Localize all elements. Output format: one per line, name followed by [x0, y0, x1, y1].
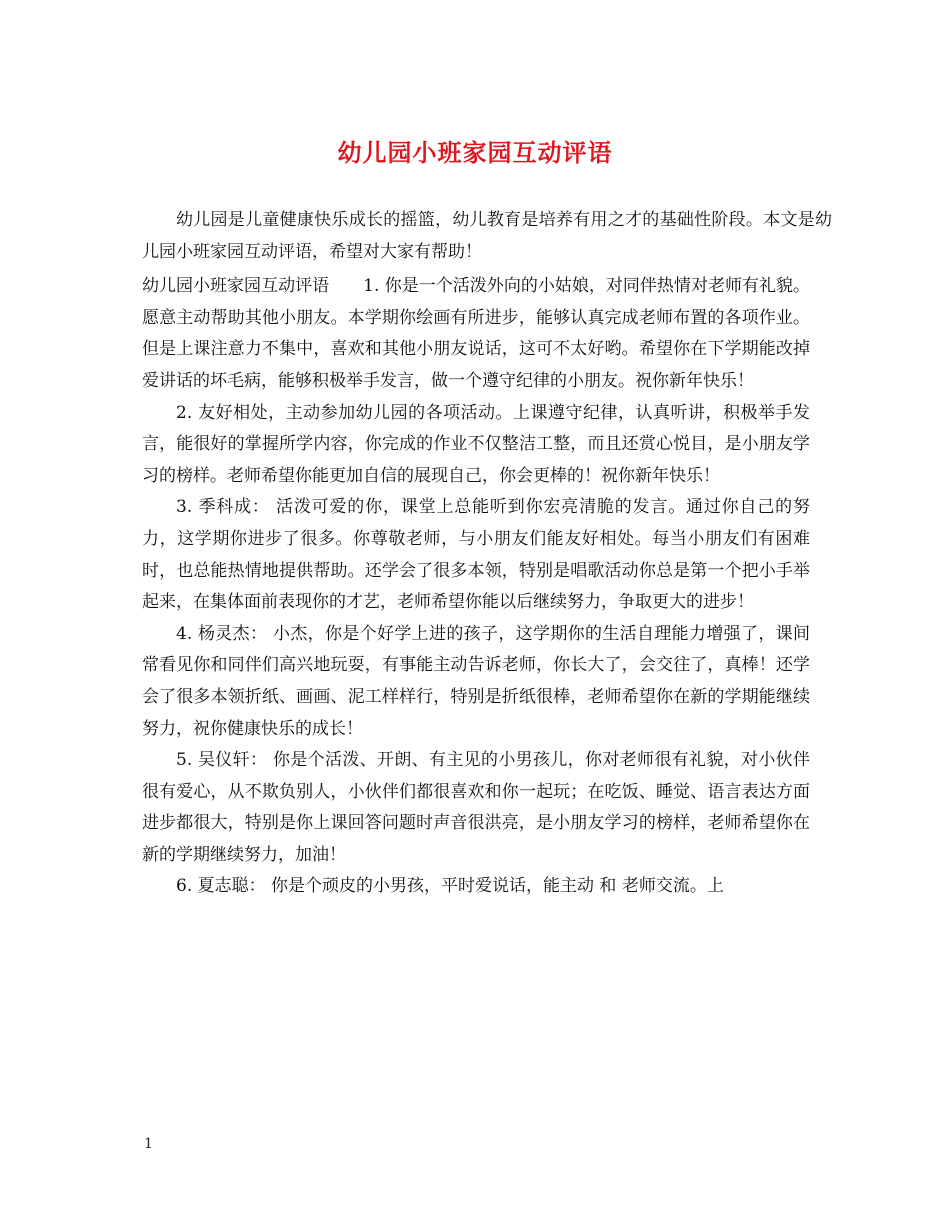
list-item-3: 3. 季科成： 活泼可爱的你，课堂上总能听到你宏亮清脆的发言。通过你自己的努力，这学期你进步了很多。你尊敬老师，与小朋友们能友好相处。每当小朋友们有困难时，也总能热情地提供帮助。还学会了很多本领，特别是唱歌活动你总是第一个把小手举起来，在集体面前表现你的才艺，老师希望你能以后继续努力，争取更大的进步！ [142, 497, 810, 613]
list-item-1-text: 1. 你是一个活泼外向的小姑娘，对同伴热情对老师有礼貌。愿意主动帮助其他小朋友。本学期你绘画有所进步，能够认真完成老师布置的各项作业。但是上课注意力不集中，喜欢和其他小朋友说话，这可不太好哟。希望你在下学期能改掉爱讲话的坏毛病，能够积极举手发言，做一个遵守纪律的小朋友。祝你新年快乐！ [142, 276, 811, 391]
list-item-1 [142, 271, 810, 397]
list-item-2: 2. 友好相处，主动参加幼儿园的各项活动。上课遵守纪律，认真听讲，积极举手发言，能很好的掌握所学内容，你完成的作业不仅整洁工整，而且还赏心悦目，是小朋友学习的榜样。老师希望你能更加自信的展现自己，你会更棒的！祝你新年快乐！ [142, 402, 810, 486]
page-number: 1 [144, 1136, 153, 1152]
list-item-6: 6. 夏志聪： 你是个顽皮的小男孩，平时爱说话，能主动 和 老师交流。上 [176, 876, 724, 897]
list-item-4: 4. 杨灵杰： 小杰，你是个好学上进的孩子，这学期你的生活自理能力增强了，课间常看见你和同伴们高兴地玩耍，有事能主动告诉老师，你长大了，会交往了，真棒！还学会了很多本领折纸、画画、泥工样样行，特别是折纸很棒，老师希望你在新的学期能继续努力，祝你健康快乐的成长！ [142, 623, 810, 739]
document-body [142, 205, 832, 903]
list-heading: 幼儿园小班家园互动评语 [142, 276, 330, 297]
list-item-5: 5. 吴仪轩： 你是个活泼、开朗、有主见的小男孩儿，你对老师很有礼貌，对小伙伴很有爱心，从不欺负别人，小伙伴们都很喜欢和你一起玩；在吃饭、睡觉、语言表达方面进步都很大，特别是你上课回答问题时声音很洪亮，是小朋友学习的榜样，老师希望你在新的学期继续努力，加油！ [142, 750, 810, 865]
intro-paragraph: 幼儿园是儿童健康快乐成长的摇篮，幼儿教育是培养有用之才的基础性阶段。本文是幼儿园小班家园互动评语，希望对大家有帮助！ [142, 210, 832, 262]
page-title: 幼儿园小班家园互动评语 [337, 138, 613, 167]
